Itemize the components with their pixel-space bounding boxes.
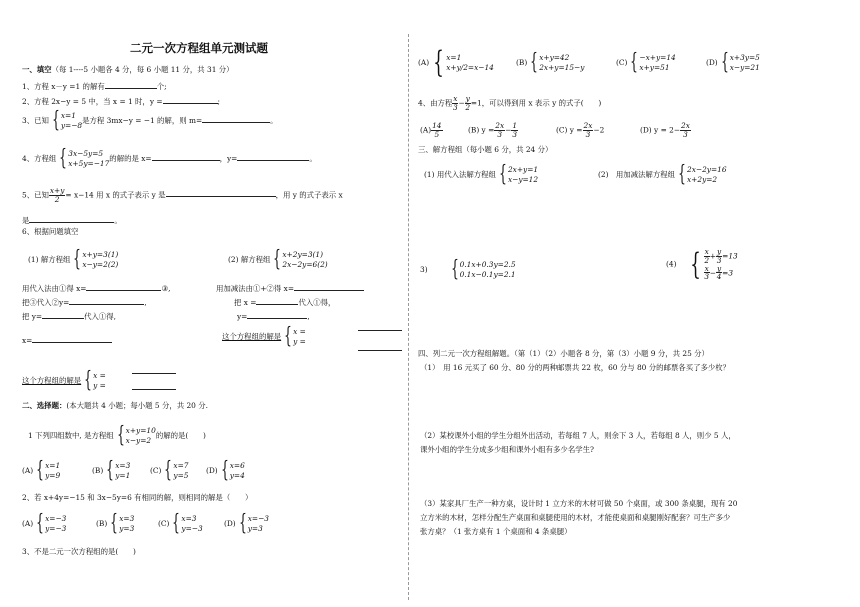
s1-row3-right — [237, 310, 310, 322]
answer-blank[interactable] — [105, 80, 157, 89]
denominator: 3 — [512, 129, 518, 139]
section-3-note: （每小题 6 分，共 24 分） — [462, 145, 553, 154]
s4-q2-line1: （2）某校课外小组的学生分组外出活动，若每组 7 人，则余下 3 人，若每组 8 人，则少 5 人， — [420, 431, 736, 440]
equation: x+y=42 — [539, 53, 570, 63]
s2-q4-post: =1，可以得到用 x 表示 y 的式子( ) — [470, 98, 602, 108]
equation-rhs: =13 — [722, 251, 738, 261]
answer-blank[interactable] — [294, 282, 364, 291]
equation: x+y=51 — [639, 63, 670, 72]
equation: x−y=21 — [729, 63, 760, 72]
answer-blank[interactable] — [69, 296, 147, 307]
equation-system: { 3x−5y=5 x+5y=−17 — [59, 146, 110, 171]
part-label: (4) — [666, 259, 677, 269]
option-letter: (D) — [206, 466, 218, 475]
equation-system: { x=−3 y=3 — [238, 511, 269, 536]
equation: x+3y=5 — [729, 53, 760, 63]
equation: 2x−2y=6(2) — [282, 260, 328, 269]
solution-label: 这个方程组的解是 — [222, 332, 282, 341]
fraction — [452, 95, 458, 112]
s1-q5-end: 。 — [114, 216, 122, 225]
numerator: y — [716, 263, 722, 273]
s4-q2-line2: 课外小组的学生分成多少组和课外小组有多少名学生? — [420, 445, 594, 454]
equation: x=1 — [45, 461, 61, 471]
s2-q2: 2、若 x+4y=−15 和 3x−5y=6 有相同的解，则相同的解是（ ） — [22, 493, 253, 502]
row-text: 把 y= — [22, 312, 43, 321]
equation: y=4 — [229, 471, 245, 480]
s2-q4-text: 4、由方程 — [418, 98, 453, 108]
s1-q3 — [22, 110, 278, 132]
s2-q4-option-c[interactable]: (C) y = $\frac{2x}{3}$ −2 — [556, 121, 605, 139]
answer-blank[interactable] — [132, 389, 176, 390]
answer-blank[interactable] — [256, 296, 298, 305]
equation-system: { x=1 y=9 — [36, 458, 61, 483]
row-end: 代入①得, — [84, 312, 117, 321]
row-text: y= — [237, 312, 248, 321]
equation: x=3 — [119, 514, 135, 524]
row-text: 把③代入②y= — [22, 298, 70, 307]
answer-blank[interactable] — [163, 95, 218, 104]
answer-blank[interactable] — [166, 188, 276, 197]
s1-q6-part1 — [28, 249, 118, 271]
s3-part3 — [420, 259, 516, 281]
s2-q2-option-c[interactable] — [158, 513, 203, 535]
row-end: , — [307, 312, 310, 321]
equation-system: { x=1 y=−8 — [52, 108, 83, 133]
s1-q5-post2: ，用 y 的式子表示 x — [275, 190, 343, 200]
s3-part4 — [666, 248, 738, 281]
s2-q4-option-d[interactable] — [640, 122, 691, 139]
s4-q1: （1） 用 16 元买了 60 分、80 分的两种邮票共 22 枚，60 分与 80 分的邮票各买了多少枚？ — [420, 363, 731, 372]
option-letter: (A) — [22, 466, 34, 475]
s2-q4: 4、由方程 $\frac{x}{3}$ − $\frac{y}{2}$ =1，可以得到用 x 表示 y 的式子( ) — [418, 94, 602, 112]
denominator: 2 — [54, 194, 60, 204]
row-text: 代入①得， — [298, 298, 336, 307]
s2-q2-option-a[interactable] — [22, 513, 66, 535]
s1-row4-left — [22, 334, 112, 346]
equation: x−y=12 — [507, 175, 539, 184]
equation-system: { x=6 y=4 — [220, 458, 245, 483]
s2-q3-option-d[interactable] — [706, 52, 760, 74]
s1-q6-part2 — [228, 249, 328, 271]
s1-q4-post: 的解的是 x= — [109, 154, 152, 163]
option-letter: (A) — [22, 519, 34, 528]
numerator: 1 — [512, 121, 518, 130]
s1-solution-right — [222, 326, 306, 348]
solution-y: y = — [93, 381, 106, 390]
equation: y=3 — [247, 524, 263, 533]
denominator: 3 — [497, 129, 503, 139]
answer-blank[interactable] — [132, 373, 176, 374]
denominator: 3 — [683, 129, 688, 139]
option-letter: (B) — [516, 58, 528, 67]
s4-q3-line3: 张方桌？（1 张方桌有 1 个桌面和 4 条桌腿） — [420, 527, 572, 536]
numerator: x+y — [49, 186, 65, 195]
s1-q5-line2 — [22, 214, 122, 226]
numerator: x — [453, 94, 458, 103]
s1-row1-right — [216, 282, 364, 294]
equation: x=1 — [446, 53, 462, 63]
denominator: 2 — [465, 102, 471, 112]
equation: y=−3 — [45, 524, 67, 533]
s1-q5-line2-text: 是 — [22, 216, 30, 225]
equation-system: { x = y = — [284, 324, 306, 349]
equation: x+2y=3(1) — [282, 250, 323, 260]
equation: y=9 — [45, 471, 61, 480]
section-2-title: 二、选择题： — [22, 401, 67, 410]
s1-q1-text: 1、方程 x－y =1 的解有 — [22, 82, 105, 91]
option-letter: (C) — [616, 58, 628, 67]
row-text: 把 x = — [234, 298, 257, 307]
option-letter: (B) — [96, 519, 108, 528]
equation-system: { −x+y=14 x+y=51 — [630, 50, 676, 75]
numerator: 2x — [495, 121, 505, 130]
numerator: 2x — [583, 121, 593, 130]
s1-row3-left — [22, 310, 116, 322]
equation: y=−3 — [181, 524, 203, 533]
equation-system: { x=3 y=3 — [110, 511, 135, 536]
section-1-heading — [22, 66, 234, 75]
numerator: x — [704, 263, 709, 273]
s1-q6: 6、根据问题填空 — [22, 227, 79, 236]
equation: y=−8 — [60, 121, 83, 130]
s1-q2 — [22, 95, 220, 107]
s2-q2-option-b[interactable] — [96, 513, 134, 535]
part-label: (1) 解方程组 — [28, 255, 71, 264]
s3-part2 — [598, 164, 727, 186]
equation: x=6 — [229, 461, 245, 471]
equation: x=1 — [60, 111, 76, 121]
s1-q4 — [22, 148, 317, 170]
s4-q3-line1: （3）某家具厂生产一种方桌，设计时 1 立方米的木材可做 50 个桌面，或 300 条桌腿，现有 20 — [420, 499, 738, 508]
s1-row2-left — [22, 296, 147, 308]
equation: x+y=3(1) — [82, 250, 119, 260]
numerator: y — [716, 247, 722, 256]
page-title: 二元一次方程组单元测试题 — [130, 41, 268, 55]
numerator: 2x — [681, 121, 690, 130]
option-letter: (A) — [418, 58, 430, 67]
part-label: (2) 解方程组 — [228, 255, 271, 264]
option-letter: (D) — [706, 58, 718, 67]
equation-system: { x+y=10 x−y=2 — [116, 423, 156, 448]
fraction — [583, 122, 594, 139]
equation-system: { $\frac{x}{2}$ + $\frac{y}{3}$ =13 $\frac{x}{3}$ − $\frac{y}{4}$ =3 — [690, 246, 738, 282]
solution-label: 这个方程组的解是 — [22, 376, 82, 385]
denominator: 3 — [716, 255, 722, 265]
s1-q1 — [22, 80, 167, 92]
s1-q2-end: ; — [217, 97, 221, 106]
row-text: 用加减法由①+②得 x= — [216, 284, 295, 293]
row-text: 用代入法由①得 x= — [22, 284, 87, 293]
equation-system: { x=3 y=−3 — [172, 511, 203, 536]
s1-q4-pre: 4、方程组 — [22, 154, 57, 163]
fraction — [680, 122, 691, 139]
equation: y=1 — [115, 471, 131, 480]
section-3-heading — [418, 146, 552, 155]
equation: x−y=2 — [125, 436, 152, 445]
answer-blank[interactable] — [29, 214, 114, 223]
row-end: ③, — [161, 284, 171, 293]
equation-rhs: =3 — [722, 267, 734, 277]
fraction — [511, 122, 518, 139]
section-4-heading: 四、列二元一次方程组解题。（第（1）（2）小题各 8 分，第（3）小题 9 分，共 25 分） — [418, 349, 709, 358]
s4-q3-line2: 立方米的木材，怎样分配生产桌面和桌腿使用的木材，才能使桌面和桌腿刚好配套？可生产多少 — [420, 513, 731, 522]
answer-blank[interactable] — [358, 350, 402, 351]
equation: 2x+y=1 — [507, 165, 539, 175]
s2-q4-option-a[interactable] — [420, 122, 443, 139]
denominator: 3 — [453, 102, 458, 112]
section-1-title: 一、填空 — [22, 65, 52, 74]
equation-system: { x+2y=3(1) 2x−2y=6(2) — [273, 247, 328, 272]
s2-q3-option-b[interactable] — [516, 52, 584, 74]
fraction — [494, 122, 505, 139]
s1-q1-end: 个; — [156, 82, 167, 91]
s2-q1 — [28, 425, 206, 447]
solution-x: x = — [293, 327, 306, 337]
row-end: , — [144, 298, 147, 307]
section-2-heading — [22, 402, 208, 411]
s1-solution-left — [22, 370, 106, 392]
numerator: 14 — [432, 121, 442, 130]
denominator: 3 — [704, 272, 710, 282]
equation: x+y/2=x−14 — [446, 63, 494, 72]
s1-row1-left — [22, 282, 170, 294]
equation: 2x−2y=16 — [687, 165, 727, 175]
option-letter: (C) — [158, 519, 170, 528]
equation: x=7 — [173, 461, 189, 471]
row-text: x= — [22, 336, 33, 345]
s3-part1 — [424, 164, 538, 186]
fraction — [704, 248, 710, 265]
option-letter: (D) y = 2− — [640, 125, 681, 135]
option-letter: (C) y = — [556, 125, 583, 135]
option-letter: (A) — [420, 125, 432, 135]
equation: 2x+y=15−y — [539, 63, 585, 72]
equation: x−y=2(2) — [82, 260, 119, 269]
s1-q3-pre: 3、已知 — [22, 116, 49, 125]
s1-q2-text: 2、方程 2x−y = 5 中，当 x = 1 时，y = — [22, 97, 163, 106]
numerator: y — [465, 94, 470, 103]
equation-system: { x+y=42 2x+y=15−y — [530, 50, 585, 75]
answer-blank[interactable] — [202, 114, 270, 123]
answer-blank[interactable] — [237, 152, 309, 161]
equation-system: { x=1 x+y/2=x−14 — [433, 45, 494, 80]
equation: x=−3 — [45, 514, 67, 524]
equation: x+2y=2 — [687, 175, 718, 184]
equation: −x+y=14 — [639, 53, 676, 63]
s1-q4-mid: ，y= — [219, 154, 238, 163]
denominator: 4 — [716, 272, 722, 282]
equation: x=−3 — [247, 514, 269, 524]
option-letter: (D) — [224, 519, 236, 528]
equation-system: { x = y = — [84, 368, 106, 393]
option-letter: (B) — [92, 466, 104, 475]
section-2-note: (本大题共 4 小题；每小题 5 分，共 20 分. — [66, 401, 208, 410]
denominator: 5 — [434, 129, 440, 139]
equation: 0.1x−0.1y=2.1 — [459, 270, 516, 279]
solution-x: x = — [93, 371, 106, 381]
s1-q4-end: 。 — [309, 154, 317, 163]
fraction — [431, 122, 442, 139]
fraction — [704, 265, 710, 282]
equation-system: { 2x−2y=16 x+2y=2 — [678, 162, 727, 187]
column-divider — [408, 34, 409, 600]
answer-blank[interactable] — [86, 282, 161, 291]
equation: 0.1x+0.3y=2.5 — [459, 260, 516, 270]
s2-q1-pre: 1 下列四组数中, 是方程组 — [28, 431, 114, 440]
numerator: x — [704, 247, 709, 256]
equation-system: { x=3 y=1 — [106, 458, 131, 483]
s2-q3: 3、不是二元一次方程组的是( ) — [22, 547, 136, 556]
equation-system: { x+y=3(1) x−y=2(2) — [73, 247, 119, 272]
equation: x+5y=−17 — [68, 159, 110, 168]
s2-q4-option-b[interactable]: (B) y = $\frac{2x}{3}$ − $\frac{1}{3}$ — [468, 121, 518, 139]
answer-blank[interactable] — [152, 152, 220, 161]
part-label: 3) — [420, 265, 428, 274]
s1-q5-post: = x−14 用 x 的式子表示 y 是 — [65, 190, 166, 200]
equation: x=3 — [115, 461, 131, 471]
equation-system: { x+3y=5 x−y=21 — [720, 50, 760, 75]
s2-q3-option-c[interactable] — [616, 52, 676, 74]
denominator: 2 — [704, 255, 710, 265]
s1-q3-end: 。 — [270, 116, 278, 125]
s2-q1-option-b[interactable] — [92, 460, 130, 482]
equation: y=5 — [173, 471, 189, 480]
s2-q1-option-d[interactable] — [206, 460, 245, 482]
denominator: 3 — [585, 129, 591, 139]
equation-system: { x=7 y=5 — [164, 458, 189, 483]
answer-blank[interactable] — [358, 330, 402, 331]
equation: 3x−5y=5 — [68, 149, 104, 159]
option-letter: (B) y = — [468, 125, 495, 135]
s2-q1-option-a[interactable] — [22, 460, 60, 482]
s2-q1-option-c[interactable] — [150, 460, 189, 482]
s2-q2-option-d[interactable] — [224, 513, 269, 535]
solution-y: y = — [293, 337, 306, 346]
s2-q1-post: 的解的是( ) — [155, 431, 206, 440]
answer-blank[interactable] — [42, 310, 84, 319]
part-label: (2) 用加减法解方程组 — [598, 170, 675, 179]
s1-q5 — [22, 187, 343, 204]
s1-q3-post: 是方程 3mx−y = −1 的解，则 m= — [82, 116, 203, 125]
section-1-note: （每 1----5 小题各 4 分，每 6 小题 11 分，共 31 分） — [51, 65, 234, 74]
option-letter: (C) — [150, 466, 162, 475]
answer-blank[interactable] — [247, 310, 310, 321]
part-label: (1) 用代入法解方程组 — [424, 170, 496, 179]
equation: x+y=10 — [125, 426, 156, 436]
equation: y=3 — [119, 524, 135, 533]
section-3-title: 三、解方程组 — [418, 145, 463, 154]
s2-q3-option-a[interactable] — [418, 45, 494, 80]
equation: x=3 — [181, 514, 197, 524]
fraction — [49, 187, 66, 204]
s1-q5-pre: 5、已知 — [22, 190, 49, 200]
s1-row2-right — [234, 296, 335, 308]
equation-system: { x=−3 y=−3 — [36, 511, 67, 536]
equation-system: { 0.1x+0.3y=2.5 0.1x−0.1y=2.1 — [450, 257, 516, 282]
answer-blank[interactable] — [32, 334, 112, 343]
equation-system: { 2x+y=1 x−y=12 — [499, 162, 539, 187]
